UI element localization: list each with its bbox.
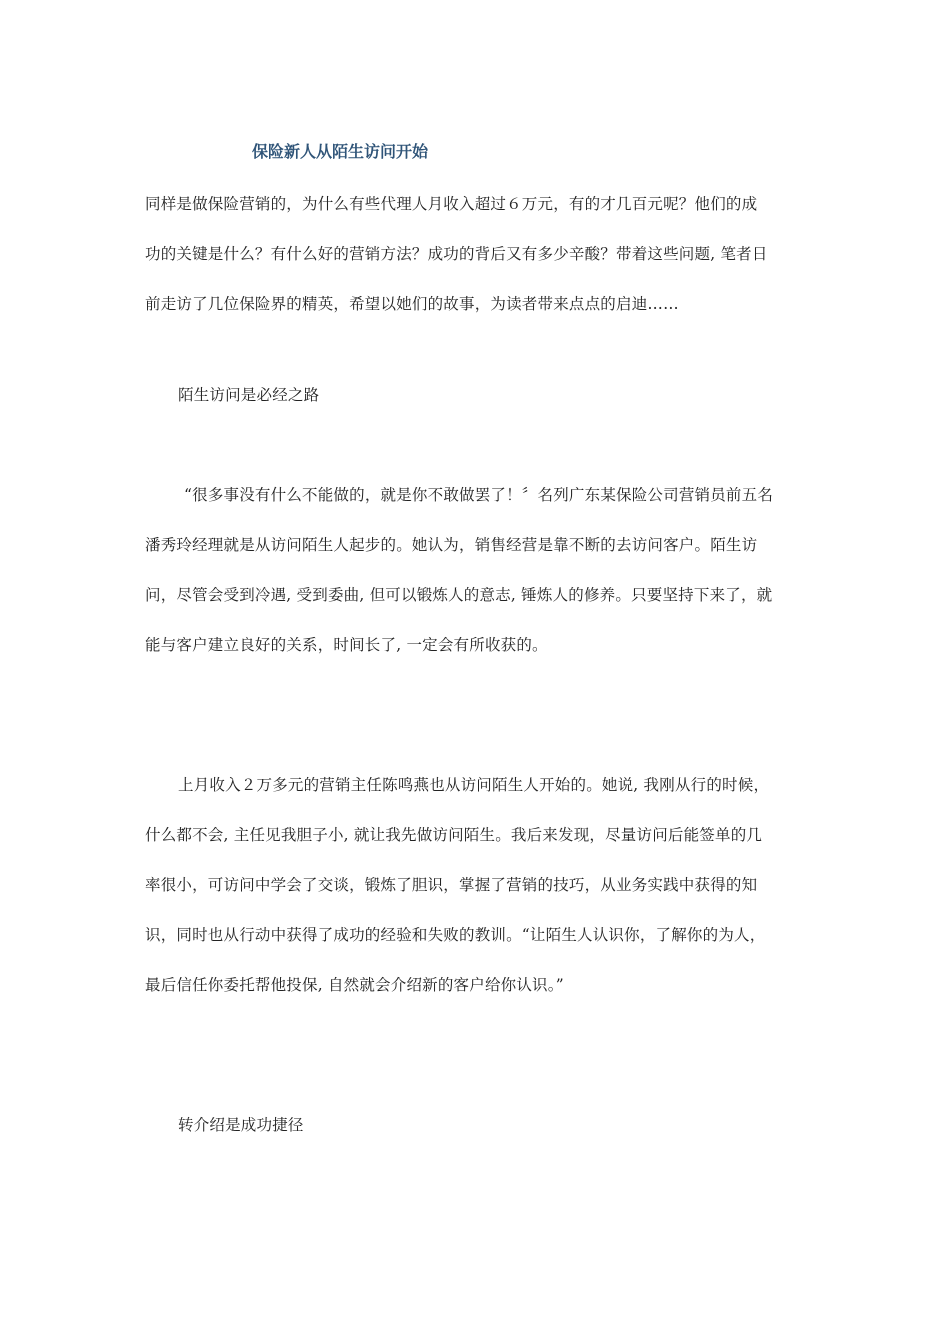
- intro-line-1: 同样是做保险营销的，为什么有些代理人月收入超过６万元，有的才几百元呢？他们的成: [145, 195, 758, 213]
- intro-line-2: 功的关键是什么？有什么好的营销方法？成功的背后又有多少辛酸？带着这些问题, 笔者日: [145, 245, 768, 263]
- section-heading-stranger-visits: 陌生访问是必经之路: [178, 386, 320, 404]
- paragraph1-line-2: 潘秀玲经理就是从访问陌生人起步的。她认为，销售经营是靠不断的去访问客户。陌生访: [145, 536, 758, 554]
- paragraph1-line-3: 问，尽管会受到冷遇, 受到委曲, 但可以锻炼人的意志, 锤炼人的修养。只要坚持下来了，就: [145, 586, 773, 604]
- paragraph2-line-1: 上月收入２万多元的营销主任陈鸣燕也从访问陌生人开始的。她说, 我刚从行的时候，: [178, 776, 770, 794]
- paragraph2-line-3: 率很小，可访问中学会了交谈，锻炼了胆识，掌握了营销的技巧，从业务实践中获得的知: [145, 876, 758, 894]
- document-title: 保险新人从陌生访问开始: [252, 142, 429, 161]
- paragraph2-line-5: 最后信任你委托帮他投保, 自然就会介绍新的客户给你认识。”: [145, 976, 564, 994]
- paragraph1-line-1: “很多事没有什么不能做的，就是你不敢做罢了！〞名列广东某保险公司营销员前五名: [184, 486, 774, 504]
- paragraph2-line-2: 什么都不会, 主任见我胆子小, 就让我先做访问陌生。我后来发现，尽量访问后能签单的几: [145, 826, 763, 844]
- intro-line-3: 前走访了几位保险界的精英，希望以她们的故事，为读者带来点点的启迪……: [145, 295, 679, 313]
- paragraph2-line-4: 识，同时也从行动中获得了成功的经验和失败的教训。“让陌生人认识你，了解你的为人，: [145, 926, 766, 944]
- section-heading-referrals: 转介绍是成功捷径: [178, 1116, 304, 1134]
- paragraph1-line-4: 能与客户建立良好的关系，时间长了, 一定会有所收获的。: [145, 636, 548, 654]
